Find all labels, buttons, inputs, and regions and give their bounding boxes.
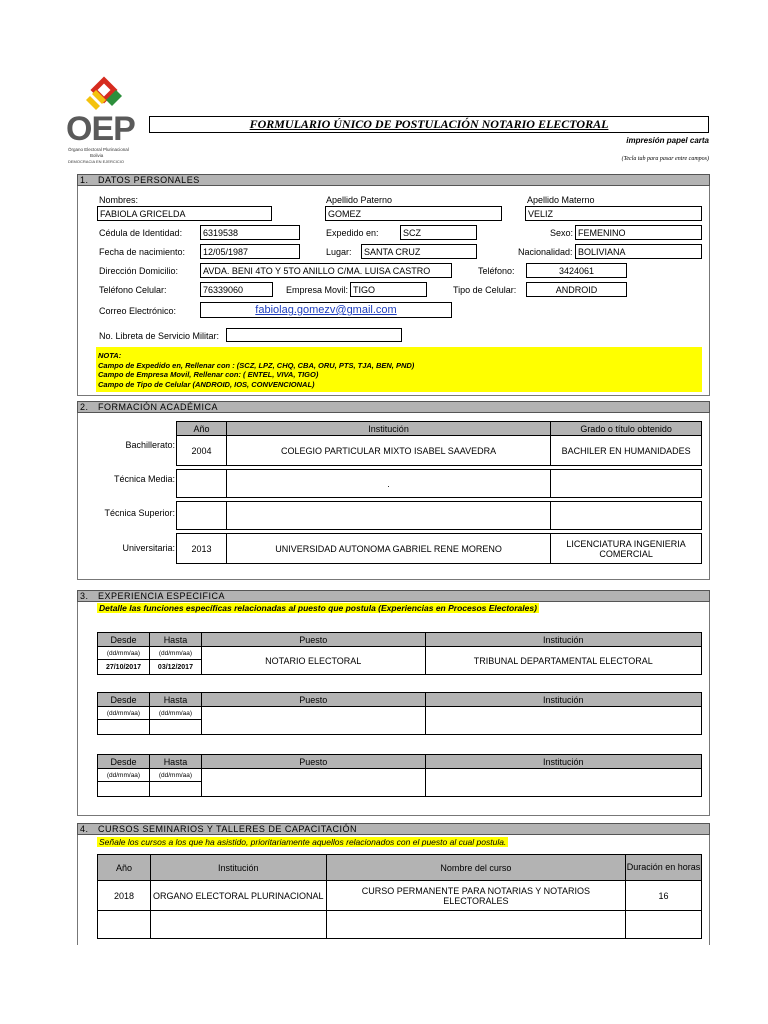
tecnica-superior-label: Técnica Superior:: [104, 508, 175, 518]
nacimiento-label: Fecha de nacimiento:: [99, 247, 186, 257]
exp3-inst[interactable]: [425, 769, 702, 797]
col-institucion: Institución: [226, 422, 550, 436]
date-format: (dd/mm/aa): [149, 769, 201, 782]
direccion-label: Dirección Domicilio:: [99, 266, 179, 276]
tipo-label: Tipo de Celular:: [453, 285, 517, 295]
nota-title: NOTA:: [98, 351, 122, 360]
libreta-label: No. Libreta de Servicio Militar:: [99, 331, 220, 341]
col-anio: Año: [177, 422, 227, 436]
materno-label: Apellido Materno: [527, 195, 595, 205]
sexo-label: Sexo:: [550, 228, 574, 238]
date-format: (dd/mm/aa): [98, 647, 150, 660]
sexo-field[interactable]: FEMENINO: [575, 225, 702, 240]
ci-field[interactable]: 6319538: [200, 225, 300, 240]
nacionalidad-label: Nacionalidad:: [518, 247, 573, 257]
celular-field[interactable]: 76339060: [200, 282, 273, 297]
expedido-label: Expedido en:: [326, 228, 379, 238]
exp3-puesto[interactable]: [201, 769, 425, 797]
section-1-header: [77, 174, 710, 186]
curso2-hours[interactable]: [626, 911, 702, 939]
date-format: (dd/mm/aa): [98, 769, 150, 782]
col-puesto: Puesto: [201, 633, 425, 647]
ci-label: Cédula de Identidad:: [99, 228, 183, 238]
col-hasta: Hasta: [149, 755, 201, 769]
formacion-table: [176, 421, 702, 564]
nombres-label: Nombres:: [99, 195, 139, 205]
superior-year[interactable]: [177, 502, 227, 530]
table-row: [177, 436, 702, 466]
tab-note: (Tecla tab para pasar entre campos): [621, 156, 709, 162]
expedido-field[interactable]: SCZ: [400, 225, 477, 240]
table-row: [98, 881, 702, 911]
curso2-course[interactable]: [326, 911, 625, 939]
nota-line-3: Campo de Tipo de Celular (ANDROID, IOS, CONVENCIONAL): [98, 379, 315, 389]
telefono-field[interactable]: 3424061: [526, 263, 627, 278]
exp1-hasta[interactable]: 03/12/2017: [149, 660, 201, 675]
correo-label: Correo Electrónico:: [99, 306, 177, 316]
curso1-year[interactable]: 2018: [98, 881, 151, 911]
section-4-instruction-text: Señale los cursos a los que ha asistido, prioritariamente aquellos relacionados con el puesto al cual postula.: [99, 837, 507, 847]
curso1-course[interactable]: CURSO PERMANENTE PARA NOTARIAS Y NOTARIOS ELECTORALES: [326, 881, 625, 911]
telefono-label: Teléfono:: [478, 266, 515, 276]
tipo-field[interactable]: ANDROID: [526, 282, 627, 297]
section-2-header: [77, 401, 710, 413]
exp3-hasta[interactable]: [149, 782, 201, 797]
exp2-puesto[interactable]: [201, 707, 425, 735]
table-row: [177, 534, 702, 564]
section-4-num: 4.: [80, 824, 89, 834]
bach-year[interactable]: 2004: [177, 436, 227, 466]
nota-box: [96, 347, 702, 392]
table-row: [98, 911, 702, 939]
media-year[interactable]: [177, 470, 227, 498]
section-4-instruction: [97, 837, 508, 847]
date-format: (dd/mm/aa): [149, 707, 201, 720]
exp1-desde[interactable]: 27/10/2017: [98, 660, 150, 675]
table-row: [177, 470, 702, 498]
col-duracion: Duración en horas: [626, 855, 702, 881]
exp1-inst[interactable]: TRIBUNAL DEPARTAMENTAL ELECTORAL: [425, 647, 702, 675]
col-puesto: Puesto: [201, 755, 425, 769]
cursos-table: [97, 854, 702, 939]
section-2-num: 2.: [80, 402, 89, 412]
print-note: impresión papel carta: [626, 136, 709, 145]
media-inst[interactable]: .: [226, 470, 550, 498]
nacimiento-field[interactable]: 12/05/1987: [200, 244, 300, 259]
col-anio: Año: [98, 855, 151, 881]
empresa-label: Empresa Movil:: [286, 285, 349, 295]
section-3-header: [77, 590, 710, 602]
date-format: (dd/mm/aa): [98, 707, 150, 720]
experiencia-table-1: [97, 632, 702, 675]
col-desde: Desde: [98, 693, 150, 707]
table-row: [177, 502, 702, 530]
superior-grade[interactable]: [551, 502, 702, 530]
form-title: FORMULARIO ÚNICO DE POSTULACIÓN NOTARIO ELECTORAL: [249, 117, 609, 131]
logo-sub1: Órgano Electoral Plurinacional: [68, 147, 129, 152]
logo-sub3: DEMOCRACIA EN EJERCICIO: [68, 159, 125, 164]
exp2-desde[interactable]: [98, 720, 150, 735]
experiencia-table-2: [97, 692, 702, 735]
superior-inst[interactable]: [226, 502, 550, 530]
section-3-title: EXPERIENCIA ESPECIFICA: [98, 591, 226, 601]
curso2-year[interactable]: [98, 911, 151, 939]
logo-sub2: Bolivia: [90, 153, 104, 158]
col-desde: Desde: [98, 633, 150, 647]
col-institucion: Institución: [150, 855, 326, 881]
col-curso: Nombre del curso: [326, 855, 625, 881]
section-4-title: CURSOS SEMINARIOS Y TALLERES DE CAPACITACIÓN: [98, 824, 358, 834]
curso1-hours[interactable]: 16: [626, 881, 702, 911]
lugar-label: Lugar:: [326, 247, 352, 257]
celular-label: Teléfono Celular:: [99, 285, 167, 295]
col-institucion: Institución: [425, 693, 702, 707]
col-institucion: Institución: [425, 755, 702, 769]
col-grado: Grado o título obtenido: [551, 422, 702, 436]
oep-logo: [66, 74, 146, 170]
section-1-num: 1.: [80, 175, 89, 185]
logo-text: OEP: [66, 110, 135, 148]
form-title-box: [149, 116, 709, 133]
section-3-instruction-text: Detalle las funciones específicas relacionadas al puesto que postula (Experiencias en Procesos Electorales): [99, 603, 537, 613]
uni-inst[interactable]: UNIVERSIDAD AUTONOMA GABRIEL RENE MORENO: [226, 534, 550, 564]
correo-field[interactable]: fabiolag.gomezv@gmail.com: [200, 302, 452, 318]
curso1-inst[interactable]: ORGANO ELECTORAL PLURINACIONAL: [150, 881, 326, 911]
section-1-title: DATOS PERSONALES: [98, 175, 200, 185]
bachillerato-label: Bachillerato:: [125, 440, 175, 450]
tecnica-media-label: Técnica Media:: [113, 474, 175, 484]
paterno-field[interactable]: GOMEZ: [325, 206, 502, 221]
media-grade[interactable]: [551, 470, 702, 498]
section-3-num: 3.: [80, 591, 89, 601]
col-hasta: Hasta: [149, 693, 201, 707]
exp1-puesto[interactable]: NOTARIO ELECTORAL: [201, 647, 425, 675]
section-3-instruction: [97, 603, 539, 613]
col-hasta: Hasta: [149, 633, 201, 647]
libreta-field[interactable]: [226, 328, 402, 342]
empresa-field[interactable]: TIGO: [350, 282, 427, 297]
nombres-field[interactable]: FABIOLA GRICELDA: [97, 206, 272, 221]
exp2-hasta[interactable]: [149, 720, 201, 735]
bach-grade[interactable]: BACHILER EN HUMANIDADES: [551, 436, 702, 466]
curso2-inst[interactable]: [150, 911, 326, 939]
uni-grade[interactable]: LICENCIATURA INGENIERIA COMERCIAL: [551, 534, 702, 564]
nota-line-2: Campo de Empresa Movil, Rellenar con: ( ENTEL, VIVA, TIGO): [98, 370, 319, 379]
col-desde: Desde: [98, 755, 150, 769]
lugar-field[interactable]: SANTA CRUZ: [361, 244, 477, 259]
materno-field[interactable]: VELIZ: [525, 206, 702, 221]
nota-line-1: Campo de Expedido en, Rellenar con : (SCZ, LPZ, CHQ, CBA, ORU, PTS, TJA, BEN, PND): [98, 360, 415, 370]
exp3-desde[interactable]: [98, 782, 150, 797]
bach-inst[interactable]: COLEGIO PARTICULAR MIXTO ISABEL SAAVEDRA: [226, 436, 550, 466]
universitaria-label: Universitaria:: [122, 543, 175, 553]
exp2-inst[interactable]: [425, 707, 702, 735]
section-4-header: [77, 823, 710, 835]
col-puesto: Puesto: [201, 693, 425, 707]
col-institucion: Institución: [425, 633, 702, 647]
direccion-field[interactable]: AVDA. BENI 4TO Y 5TO ANILLO C/MA. LUISA CASTRO: [200, 263, 452, 278]
paterno-label: Apellido Paterno: [326, 195, 393, 205]
date-format: (dd/mm/aa): [149, 647, 201, 660]
experiencia-table-3: [97, 754, 702, 797]
section-2-title: FORMACIÓN ACADÉMICA: [98, 402, 219, 412]
uni-year[interactable]: 2013: [177, 534, 227, 564]
nacionalidad-field[interactable]: BOLIVIANA: [575, 244, 702, 259]
